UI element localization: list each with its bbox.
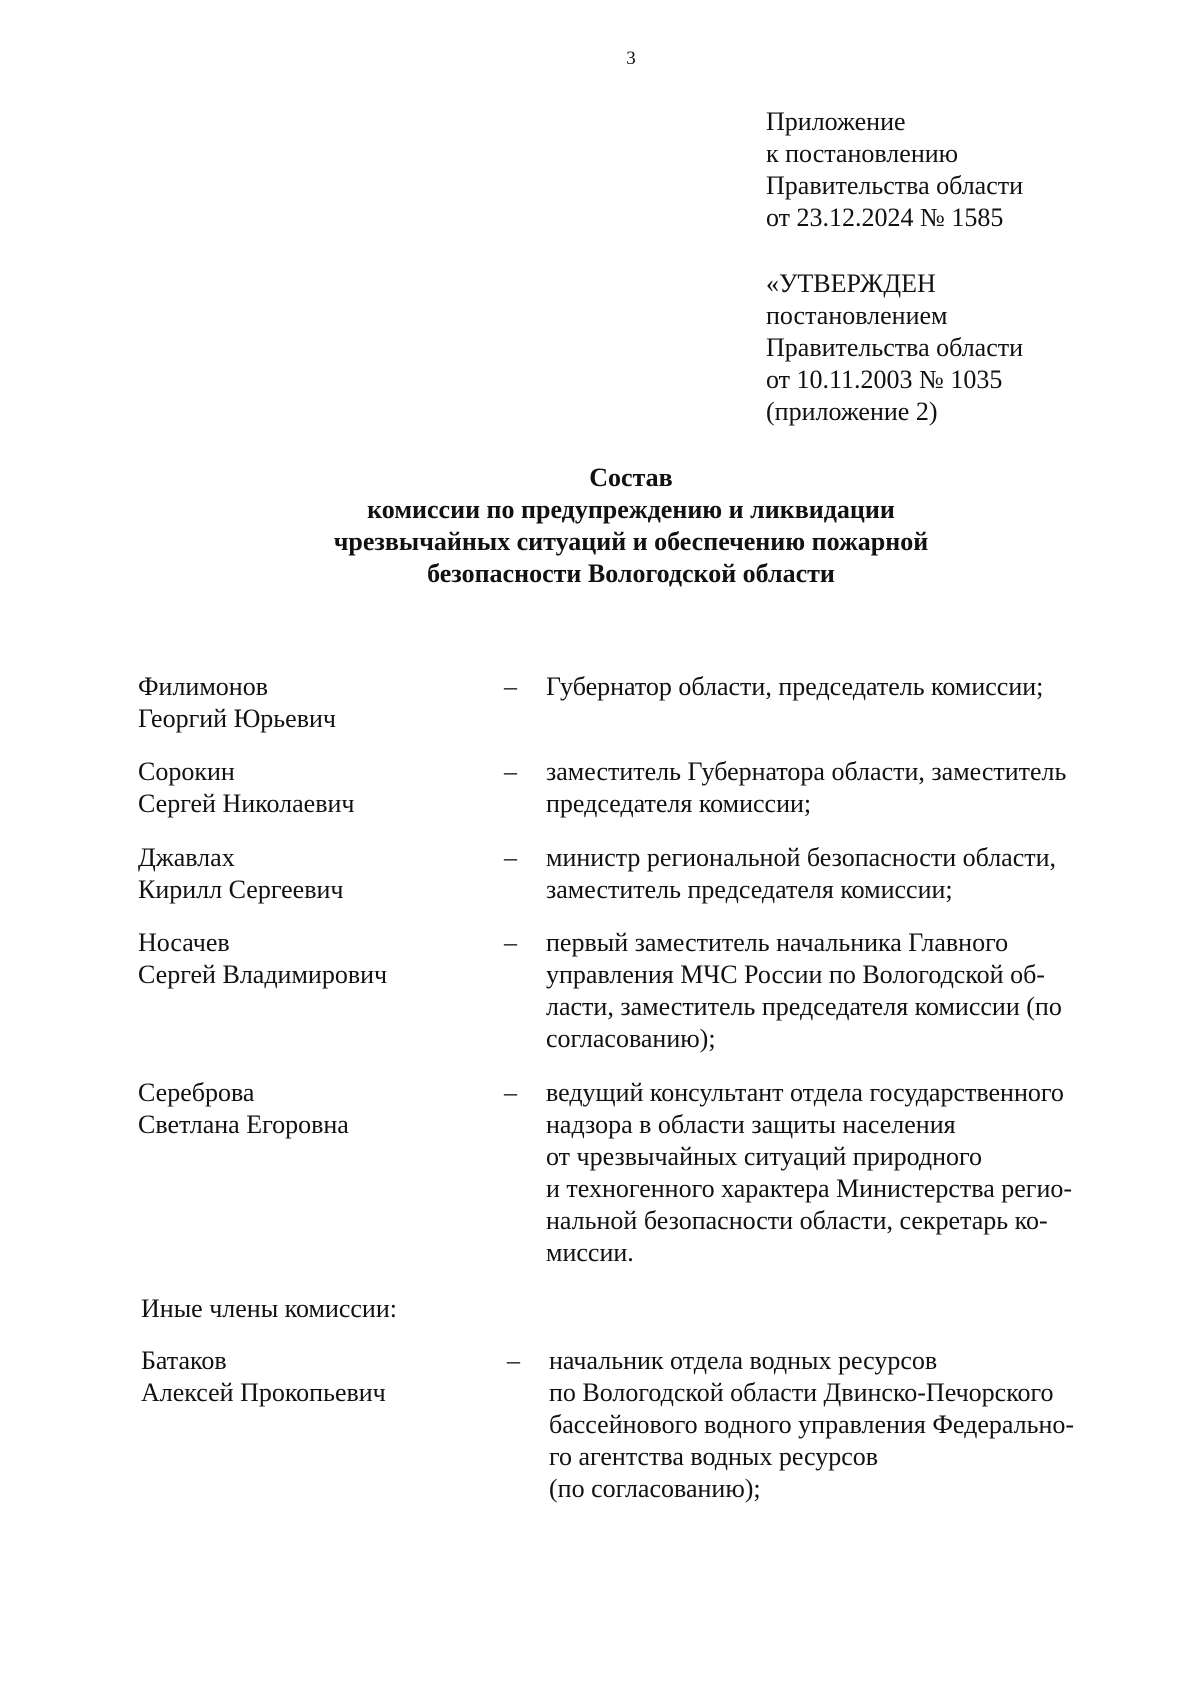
member-role — [546, 927, 1146, 1055]
member-name — [138, 756, 488, 820]
member-given-names: Сергей Николаевич — [138, 789, 355, 818]
member-given-names: Светлана Егоровна — [138, 1110, 349, 1139]
role-line: ведущий консультант отдела государственного — [546, 1078, 1064, 1107]
role-line: (по согласованию); — [549, 1474, 761, 1503]
approved-line: от 10.11.2003 № 1035 — [766, 365, 1003, 394]
member-name — [141, 1345, 491, 1409]
member-given-names: Алексей Прокопьевич — [141, 1378, 386, 1407]
document-title — [0, 462, 1200, 590]
other-members-heading: Иные члены комиссии: — [141, 1294, 397, 1323]
appendix-line: Правительства области — [766, 171, 1024, 200]
member-given-names: Георгий Юрьевич — [138, 704, 336, 733]
member-surname: Носачев — [138, 928, 230, 957]
role-line: и техногенного характера Министерства регио- — [546, 1174, 1073, 1203]
role-line: Губернатор области, председатель комиссии; — [546, 672, 1044, 701]
member-surname: Сорокин — [138, 757, 235, 786]
member-surname: Батаков — [141, 1346, 227, 1375]
role-line: ласти, заместитель председателя комиссии (по — [546, 992, 1062, 1021]
member-name — [138, 671, 488, 735]
role-line: нальной безопасности области, секретарь ко- — [546, 1206, 1048, 1235]
role-line: заместитель председателя комиссии; — [546, 875, 953, 904]
approved-block — [766, 268, 1023, 428]
role-line: го агентства водных ресурсов — [549, 1442, 879, 1471]
member-dash: – — [504, 1078, 517, 1107]
role-line: согласованию); — [546, 1024, 716, 1053]
member-dash: – — [504, 843, 517, 872]
member-name — [138, 1077, 488, 1141]
role-line: миссии. — [546, 1238, 634, 1267]
member-role — [549, 1345, 1149, 1505]
appendix-line: к постановлению — [766, 139, 959, 168]
member-dash: – — [507, 1346, 520, 1375]
role-line: начальник отдела водных ресурсов — [549, 1346, 938, 1375]
title-line: безопасности Вологодской области — [427, 559, 835, 588]
approved-line: постановлением — [766, 301, 948, 330]
role-line: надзора в области защиты населения — [546, 1110, 956, 1139]
role-line: от чрезвычайных ситуаций природного — [546, 1142, 983, 1171]
role-line: председателя комиссии; — [546, 789, 812, 818]
member-dash: – — [504, 757, 517, 786]
member-role — [546, 756, 1146, 820]
member-dash: – — [504, 672, 517, 701]
approved-line: Правительства области — [766, 333, 1024, 362]
role-line: первый заместитель начальника Главного — [546, 928, 1009, 957]
member-given-names: Кирилл Сергеевич — [138, 875, 344, 904]
member-dash: – — [504, 928, 517, 957]
role-line: министр региональной безопасности области, — [546, 843, 1057, 872]
title-line: чрезвычайных ситуаций и обеспечению пожарной — [333, 527, 929, 556]
member-role — [546, 1077, 1146, 1269]
approved-line: «УТВЕРЖДЕН — [766, 269, 936, 298]
member-given-names: Сергей Владимирович — [138, 960, 388, 989]
role-line: управления МЧС России по Вологодской об- — [546, 960, 1045, 989]
title-line: Состав — [589, 463, 673, 492]
role-line: бассейнового водного управления Федерально- — [549, 1410, 1075, 1439]
member-role — [546, 842, 1146, 906]
member-name — [138, 842, 488, 906]
appendix-line: от 23.12.2024 № 1585 — [766, 203, 1004, 232]
title-line: комиссии по предупреждению и ликвидации — [367, 495, 895, 524]
member-surname: Джавлах — [138, 843, 235, 872]
member-role — [546, 671, 1146, 703]
role-line: заместитель Губернатора области, заместитель — [546, 757, 1067, 786]
member-surname: Филимонов — [138, 672, 268, 701]
member-surname: Сереброва — [138, 1078, 255, 1107]
appendix-line: Приложение — [766, 107, 906, 136]
role-line: по Вологодской области Двинско-Печорского — [549, 1378, 1054, 1407]
approved-line: (приложение 2) — [766, 397, 938, 426]
appendix-block — [766, 106, 1023, 234]
member-name — [138, 927, 488, 991]
page-number: 3 — [626, 48, 636, 69]
